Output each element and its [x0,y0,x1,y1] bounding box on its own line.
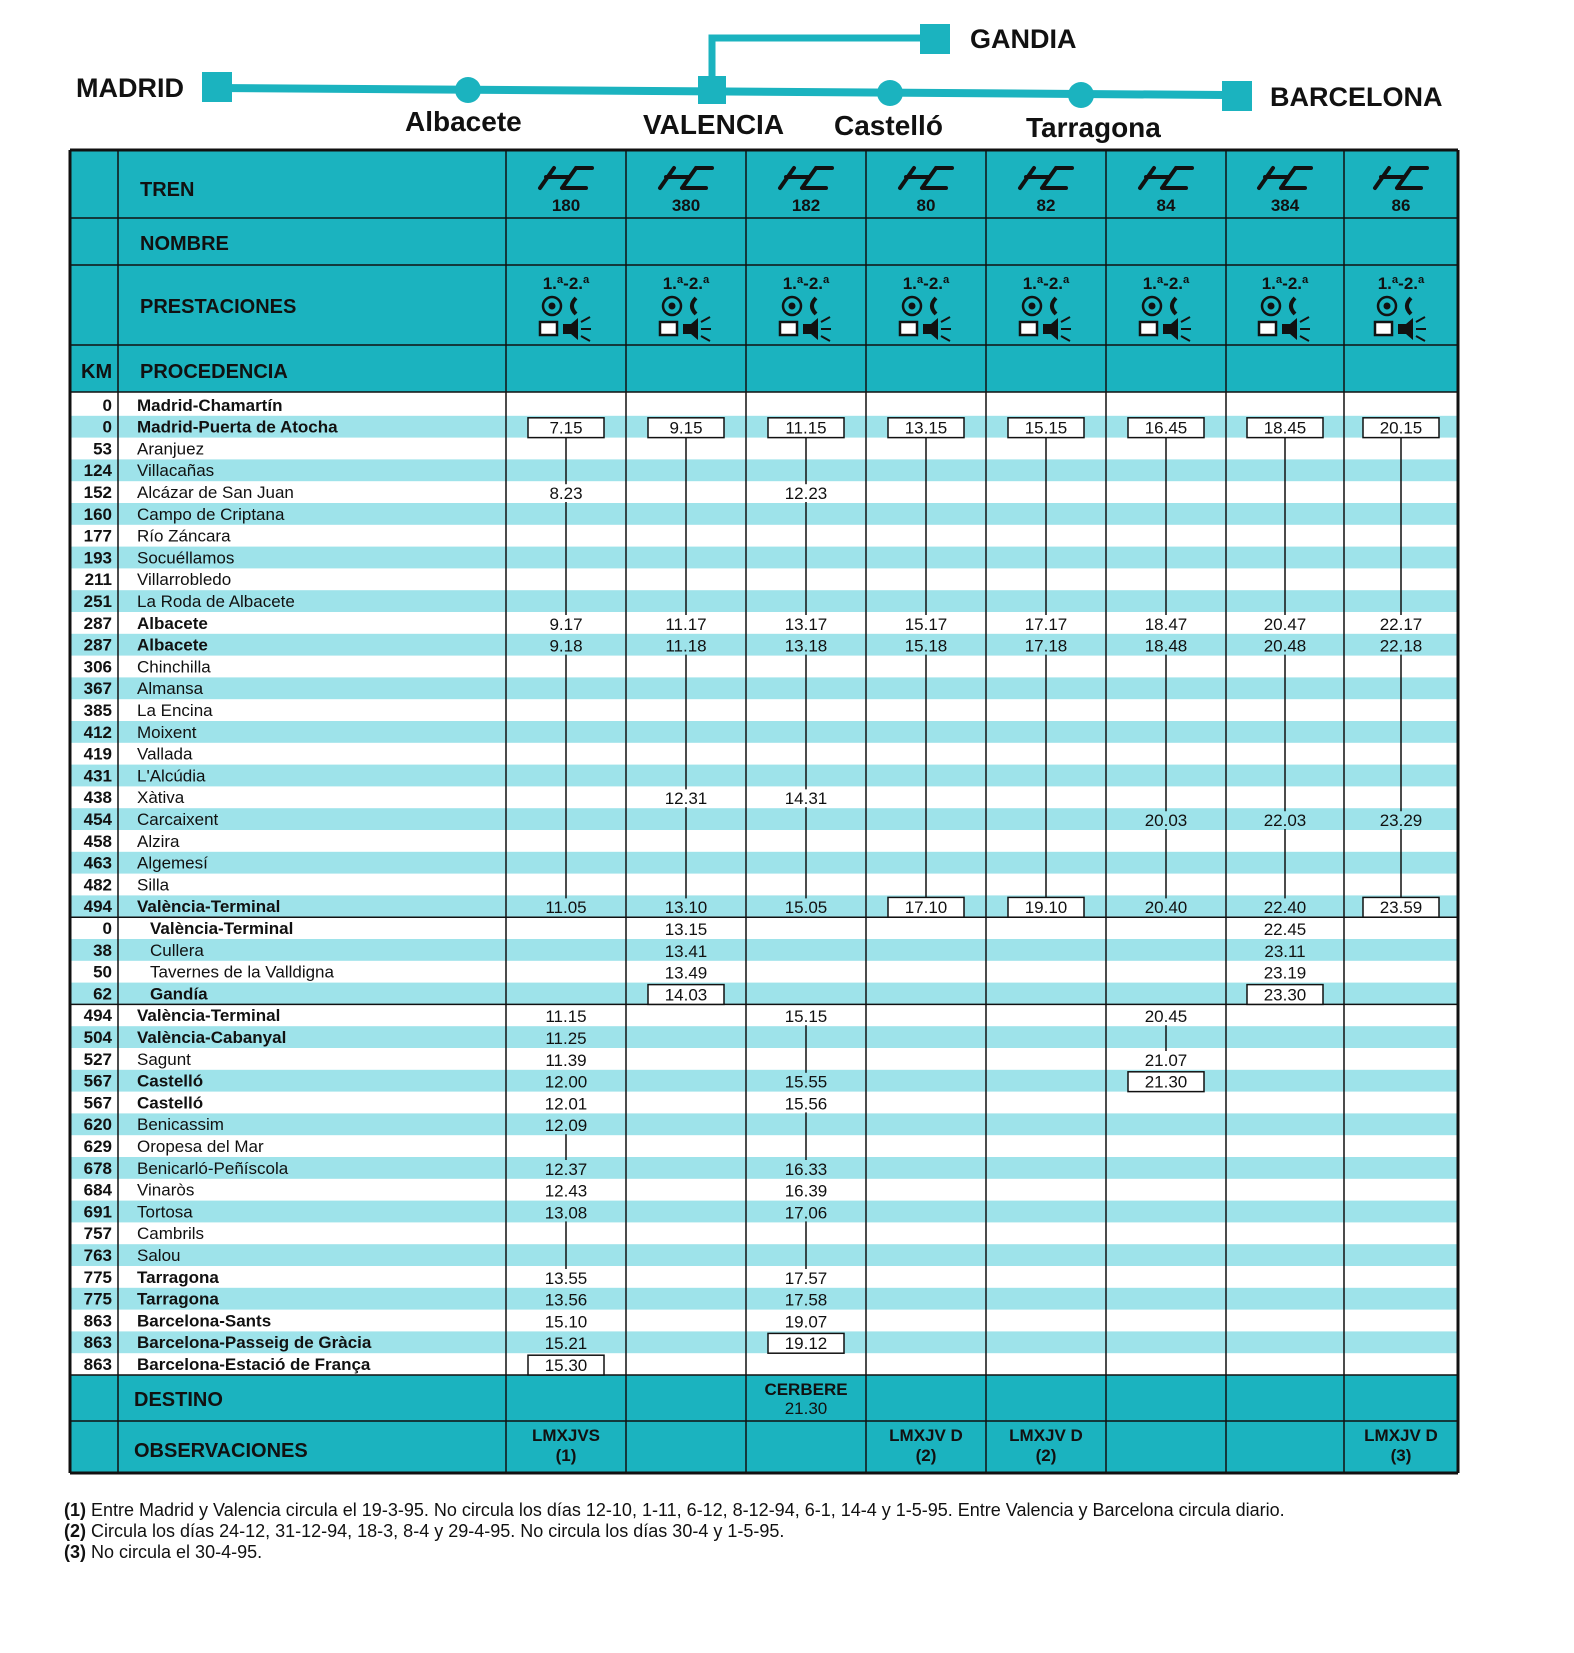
km-cell: 567 [83,1071,112,1091]
row-stripe [70,1201,1458,1223]
route-origin-label: MADRID [76,73,184,103]
row-stripe [70,939,1458,961]
train-number: 180 [551,196,581,215]
km-cell: 0 [102,919,112,938]
time-boxed: 23.30 [1263,985,1307,1005]
time-cell: 15.10 [544,1312,588,1332]
km-cell: 775 [83,1267,112,1287]
header-observaciones: OBSERVACIONES [134,1440,308,1462]
time-cell: 18.47 [1144,614,1188,634]
time-boxed: 7.15 [549,418,583,438]
station-name: Barcelona-Passeig de Gràcia [137,1333,372,1353]
time-cell: 23.11 [1264,941,1306,961]
km-cell: 287 [83,613,112,633]
station-name: Almansa [137,679,204,699]
station-name: Alcázar de San Juan [137,483,294,502]
train-classes: 1.ª-2.ª [902,274,950,293]
row-stripe [70,1113,1458,1135]
time-boxed: 9.15 [669,418,703,438]
station-name: València-Terminal [150,919,294,938]
time-cell: 17.17 [1024,614,1068,634]
train-observations: LMXJVS [531,1426,601,1445]
km-cell: 482 [83,875,112,895]
time-cell: 22.40 [1263,898,1307,918]
km-cell: 0 [102,395,112,415]
station-name: Cambrils [137,1224,205,1244]
time-cell: 15.05 [784,898,828,918]
km-cell: 763 [83,1246,112,1265]
station-name: Castelló [137,1071,204,1091]
time-cell: 13.49 [664,963,708,983]
station-name: Socuéllamos [137,548,235,568]
train-classes: 1.ª-2.ª [782,274,830,293]
time-cell: 16.39 [784,1181,828,1201]
train-number: 182 [791,196,821,215]
km-cell: 385 [83,701,112,720]
station-name: Benicarló-Peñíscola [137,1158,289,1178]
km-cell: 863 [83,1355,112,1374]
time-cell: 19.07 [784,1312,828,1332]
station-name: Cullera [150,940,204,960]
video-icon [780,322,797,335]
station-name: Oropesa del Mar [137,1137,264,1156]
station-name: Silla [137,875,170,895]
time-cell: 20.03 [1144,811,1188,830]
time-cell: 8.23 [549,484,583,503]
video-icon [1020,322,1037,335]
km-cell: 454 [83,810,112,829]
station-name: València-Cabanyal [137,1028,287,1047]
station-name: Tavernes de la Valldigna [150,962,334,982]
km-cell: 629 [83,1137,112,1156]
video-icon [900,322,917,335]
header-tren: TREN [140,179,195,201]
station-name: Tarragona [137,1267,219,1287]
time-cell: 17.57 [784,1268,828,1288]
km-cell: 62 [93,984,112,1004]
train-classes: 1.ª-2.ª [1261,274,1309,293]
station-name: Albacete [137,613,208,633]
time-cell: 12.43 [544,1181,588,1201]
row-stripe [70,459,1458,481]
station-name: València-Terminal [137,897,281,917]
km-cell: 620 [83,1115,112,1135]
train-observations: (1) [555,1446,577,1465]
time-boxed: 19.12 [784,1334,828,1354]
video-icon [1140,322,1157,335]
time-cell: 17.18 [1024,636,1068,656]
station-name: Albacete [137,635,208,655]
time-cell: 20.45 [1144,1007,1188,1027]
time-boxed: 13.15 [904,418,948,438]
km-cell: 0 [102,417,112,437]
station-name: Xàtiva [137,788,185,808]
time-boxed: 17.10 [904,898,948,918]
time-boxed: 16.45 [1144,418,1188,438]
time-cell: 13.08 [544,1203,588,1223]
train-classes: 1.ª-2.ª [662,274,710,293]
footnote-text: Circula los días 24-12, 31-12-94, 18-3, 8-4 y 29-4-95. No circula los días 30-4 y 1-5-95. [91,1521,785,1541]
time-cell: 15.55 [784,1072,828,1092]
video-icon [660,322,677,335]
train-number: 84 [1156,196,1176,215]
station-name: Salou [137,1246,181,1265]
station-name: Moixent [137,722,197,742]
time-cell: 11.05 [545,898,587,918]
time-cell: 9.18 [549,636,583,656]
station-name: Barcelona-Estació de França [137,1355,371,1374]
footnote-text: No circula el 30-4-95. [91,1542,263,1562]
header-km: KM [81,361,113,383]
time-cell: 22.17 [1379,614,1423,634]
time-cell: 17.06 [784,1203,828,1223]
video-icon [540,322,557,335]
station-name: Chinchilla [137,657,211,677]
footnotes [64,1500,1524,1563]
km-cell: 494 [83,1006,112,1026]
header-destino: DESTINO [134,1389,223,1411]
time-boxed: 23.59 [1379,898,1423,918]
km-cell: 438 [83,788,112,808]
station-name: Alzira [137,831,180,851]
station-name: València-Terminal [137,1006,281,1026]
km-cell: 504 [83,1028,112,1047]
time-cell: 12.00 [544,1072,588,1092]
route-stop-tarragona: Tarragona [1026,112,1161,143]
time-cell: 22.03 [1263,811,1307,830]
station-name: Algemesí [137,853,208,873]
train-classes: 1.ª-2.ª [542,274,590,293]
km-cell: 211 [84,570,112,590]
row-stripe [70,677,1458,699]
station-name: Carcaixent [137,810,219,829]
km-cell: 431 [83,766,112,786]
time-cell: 22.18 [1379,636,1423,656]
train-number: 384 [1270,196,1300,215]
route-stop-valencia: VALENCIA [643,109,785,140]
time-cell: 13.41 [664,941,708,961]
km-cell: 38 [93,940,112,960]
time-cell: 23.29 [1379,811,1423,830]
station-name: Campo de Criptana [137,504,285,524]
station-name: Benicassim [137,1115,224,1135]
time-cell: 13.55 [544,1268,588,1288]
row-stripe [70,634,1458,656]
time-cell: 15.56 [784,1094,828,1114]
km-cell: 152 [83,483,112,502]
time-boxed: 21.30 [1144,1072,1188,1092]
time-cell: 18.48 [1144,636,1188,656]
train-number: 82 [1036,196,1056,215]
time-cell: 12.37 [544,1159,588,1179]
video-icon [1259,322,1276,335]
train-observations: (3) [1390,1446,1412,1465]
km-cell: 306 [83,657,112,677]
station-name: Barcelona-Sants [137,1311,272,1331]
time-cell: 12.31 [664,789,708,809]
time-boxed: 15.15 [1024,418,1068,438]
header-prestaciones: PRESTACIONES [140,296,297,318]
km-cell: 367 [83,679,112,699]
train-observations: LMXJV D [889,1426,963,1445]
km-cell: 124 [83,461,112,481]
station-name: L'Alcúdia [137,766,206,786]
time-cell: 16.33 [784,1159,828,1179]
time-boxed: 19.10 [1024,898,1068,918]
time-boxed: 18.45 [1263,418,1307,438]
train-observations: (2) [1035,1446,1057,1465]
train-number: 380 [671,196,701,215]
footnote [64,1542,1524,1563]
train-observations: LMXJV D [1009,1426,1083,1445]
time-cell: 12.09 [544,1116,588,1136]
station-name: Madrid-Puerta de Atocha [137,417,338,437]
km-cell: 50 [93,962,112,982]
km-cell: 160 [83,504,112,524]
route-stop-albacete: Albacete [405,106,522,137]
time-cell: 11.39 [545,1050,587,1070]
time-cell: 9.17 [549,614,583,634]
station-name: Sagunt [137,1049,191,1069]
station-name: La Roda de Albacete [137,592,295,611]
km-cell: 494 [83,897,112,917]
route-branch-label: GANDIA [970,24,1077,54]
time-cell: 13.15 [664,920,708,939]
header-band [70,150,1458,392]
footnote-text: Entre Madrid y Valencia circula el 19-3-95. No circula los días 12-10, 1-11, 6-12, 8-12-94, 6-1, 14-4 y 1-5-95. Entre Valencia y Barcelona circula diario. [91,1500,1285,1520]
row-stripe [70,721,1458,743]
row-stripe [70,1244,1458,1266]
km-cell: 684 [83,1180,112,1200]
station-name: La Encina [137,701,213,720]
station-name: Vinaròs [137,1180,195,1200]
header-procedencia: PROCEDENCIA [140,361,288,383]
footnote-mark: (3) [64,1542,86,1562]
train-destination: 21.30 [784,1399,828,1418]
time-cell: 11.17 [665,614,707,634]
time-cell: 15.17 [904,614,948,634]
route-destination-label: BARCELONA [1270,82,1443,112]
time-cell: 13.17 [784,614,828,634]
time-cell: 13.56 [544,1290,588,1310]
km-cell: 863 [83,1311,112,1331]
km-cell: 527 [83,1049,112,1069]
station-name: Vallada [137,744,193,764]
station-name: Tortosa [137,1202,193,1222]
km-cell: 757 [83,1224,112,1244]
km-cell: 251 [83,592,112,611]
km-cell: 463 [83,853,112,873]
header-nombre: NOMBRE [140,233,229,255]
time-cell: 11.25 [545,1029,587,1048]
route-stop-castello: Castelló [834,110,943,141]
footnote [64,1500,1524,1521]
km-cell: 53 [93,439,112,459]
time-cell: 13.10 [664,898,708,918]
row-stripe [70,1070,1458,1092]
time-boxed: 11.15 [785,418,827,438]
train-observations: LMXJV D [1364,1426,1438,1445]
km-cell: 678 [83,1158,112,1178]
km-cell: 287 [83,635,112,655]
station-name: Tarragona [137,1289,219,1309]
time-cell: 23.19 [1263,963,1307,983]
train-destination: CERBERE [764,1380,848,1399]
row-stripe [70,808,1458,830]
time-cell: 12.23 [784,484,828,503]
time-cell: 15.15 [784,1007,828,1027]
time-cell: 15.18 [904,636,948,656]
station-name: Villacañas [137,461,215,481]
time-cell: 22.45 [1263,920,1307,939]
time-boxed: 20.15 [1379,418,1423,438]
train-classes: 1.ª-2.ª [1022,274,1070,293]
footnote-mark: (2) [64,1521,86,1541]
train-classes: 1.ª-2.ª [1142,274,1190,293]
km-cell: 412 [83,722,112,742]
train-classes: 1.ª-2.ª [1377,274,1425,293]
time-cell: 14.31 [784,789,828,809]
footnote-mark: (1) [64,1500,86,1520]
time-cell: 20.40 [1144,898,1188,918]
station-name: Río Záncara [137,526,231,546]
station-name: Madrid-Chamartín [137,395,283,415]
km-cell: 193 [83,548,112,568]
video-icon [1375,322,1392,335]
time-cell: 20.47 [1263,614,1307,634]
train-observations: (2) [915,1446,937,1465]
time-cell: 13.18 [784,636,828,656]
km-cell: 458 [83,831,112,851]
km-cell: 567 [83,1093,112,1113]
train-number: 86 [1391,196,1411,215]
time-cell: 21.07 [1144,1050,1188,1070]
train-number: 80 [916,196,936,215]
time-cell: 20.48 [1263,636,1307,656]
time-boxed: 15.30 [544,1356,588,1375]
time-cell: 17.58 [784,1290,828,1310]
row-stripe [70,1288,1458,1310]
station-name: Aranjuez [137,439,205,459]
station-name: Villarrobledo [137,570,232,590]
footnote [64,1521,1524,1542]
station-name: Castelló [137,1093,204,1113]
time-cell: 12.01 [544,1094,588,1114]
time-cell: 11.15 [545,1007,587,1027]
km-cell: 691 [83,1202,112,1222]
time-cell: 15.21 [544,1334,588,1354]
station-name: Gandía [150,984,208,1004]
km-cell: 419 [83,744,112,764]
row-stripe [70,547,1458,569]
km-cell: 177 [83,526,112,546]
row-stripe [70,765,1458,787]
time-cell: 11.18 [665,636,707,656]
km-cell: 775 [83,1289,112,1309]
row-stripe [70,852,1458,874]
time-boxed: 14.03 [664,985,708,1005]
km-cell: 863 [83,1333,112,1353]
